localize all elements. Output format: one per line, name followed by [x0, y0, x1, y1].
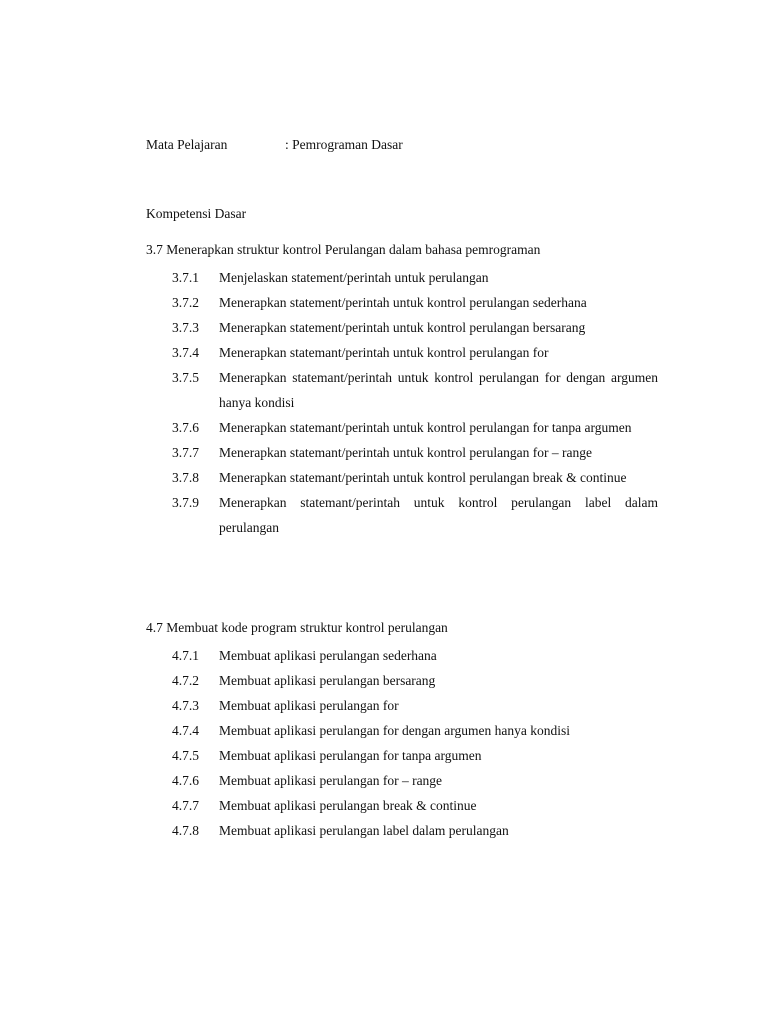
item-text: Menerapkan statement/perintah untuk kontrol perulangan sederhana [219, 295, 587, 310]
list-item [146, 290, 658, 315]
item-number: 4.7.7 [172, 798, 199, 813]
list-item [146, 668, 658, 693]
list-item [146, 365, 658, 415]
item-number: 4.7.1 [172, 648, 199, 663]
list-item [146, 440, 658, 465]
item-text: Menerapkan statemant/perintah untuk kontrol perulangan for dengan argumen hanya kondisi [219, 370, 658, 410]
item-text: Menjelaskan statement/perintah untuk perulangan [219, 270, 489, 285]
item-number: 4.7.4 [172, 723, 199, 738]
section-title: 4.7 Membuat kode program struktur kontrol perulangan [146, 620, 448, 635]
list-item [146, 465, 658, 490]
list-item [146, 340, 658, 365]
item-number: 4.7.2 [172, 673, 199, 688]
item-number: 3.7.2 [172, 295, 199, 310]
item-number: 3.7.9 [172, 495, 199, 510]
item-text: Menerapkan statemant/perintah untuk kontrol perulangan break & continue [219, 470, 627, 485]
item-text: Membuat aplikasi perulangan for – range [219, 773, 443, 788]
list-item [146, 490, 658, 540]
item-number: 3.7.5 [172, 370, 199, 385]
section-3-7 [146, 240, 658, 540]
item-text: Menerapkan statement/perintah untuk kontrol perulangan bersarang [219, 320, 586, 335]
list-item [146, 768, 658, 793]
item-number: 3.7.6 [172, 420, 199, 435]
item-text: Membuat aplikasi perulangan sederhana [219, 648, 437, 663]
subject-value: : Pemrograman Dasar [285, 137, 403, 152]
item-text: Menerapkan statemant/perintah untuk kontrol perulangan for [219, 345, 549, 360]
item-text: Membuat aplikasi perulangan for [219, 698, 399, 713]
list-item [146, 415, 658, 440]
item-number: 3.7.3 [172, 320, 199, 335]
list-item [146, 718, 658, 743]
section-title: 3.7 Menerapkan struktur kontrol Perulangan dalam bahasa pemrograman [146, 242, 541, 257]
item-text: Membuat aplikasi perulangan for tanpa argumen [219, 748, 482, 763]
item-text: Menerapkan statemant/perintah untuk kontrol perulangan for – range [219, 445, 592, 460]
item-text: Menerapkan statemant/perintah untuk kontrol perulangan for tanpa argumen [219, 420, 632, 435]
subject-label: Mata Pelajaran [146, 137, 228, 152]
item-number: 3.7.1 [172, 270, 199, 285]
item-number: 4.7.8 [172, 823, 199, 838]
item-number: 3.7.8 [172, 470, 199, 485]
list-item [146, 693, 658, 718]
item-text: Membuat aplikasi perulangan for dengan argumen hanya kondisi [219, 723, 571, 738]
item-number: 3.7.7 [172, 445, 199, 460]
item-text: Membuat aplikasi perulangan break & continue [219, 798, 477, 813]
item-number: 4.7.5 [172, 748, 199, 763]
section-4-7 [146, 618, 658, 843]
list-item [146, 315, 658, 340]
kompetensi-dasar-heading: Kompetensi Dasar [146, 206, 247, 221]
item-text: Membuat aplikasi perulangan bersarang [219, 673, 436, 688]
list-item [146, 743, 658, 768]
item-text: Membuat aplikasi perulangan label dalam perulangan [219, 823, 509, 838]
subject-row [146, 137, 666, 157]
item-number: 3.7.4 [172, 345, 199, 360]
item-text: Menerapkan statemant/perintah untuk kontrol perulangan label dalam perulangan [219, 495, 658, 535]
list-item [146, 793, 658, 818]
list-item [146, 818, 658, 843]
item-number: 4.7.3 [172, 698, 199, 713]
item-number: 4.7.6 [172, 773, 199, 788]
list-item [146, 643, 658, 668]
list-item [146, 265, 658, 290]
